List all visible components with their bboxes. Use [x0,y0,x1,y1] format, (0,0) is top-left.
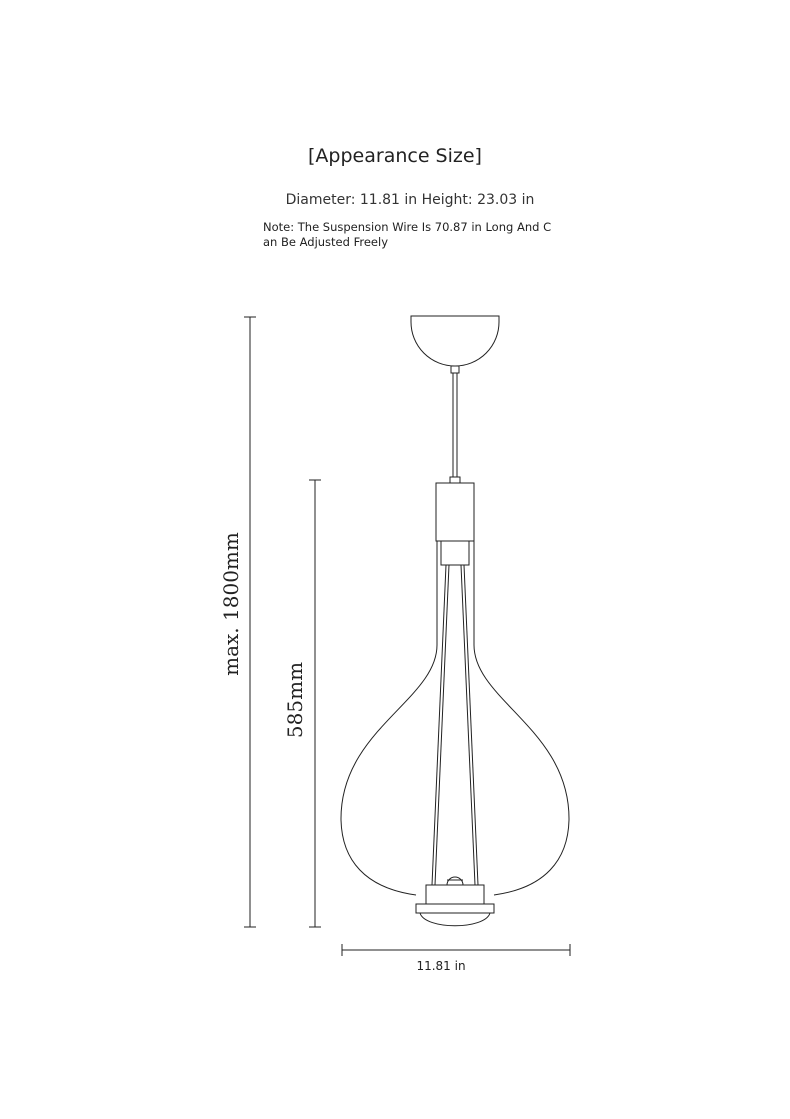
lamp-holder [436,483,474,541]
lamp-height-dimension-line [309,480,321,927]
base-socket [426,885,484,904]
support-rods [432,565,478,885]
bulb [447,877,463,885]
suspension-note: Note: The Suspension Wire Is 70.87 in Long And Can Be Adjusted Freely [263,220,552,249]
lamp-collar [441,541,469,565]
page-title: [Appearance Size] [308,145,482,167]
ceiling-canopy [411,316,499,366]
canopy-connector [451,366,459,373]
cord-clip [450,477,460,483]
bottom-dome [420,913,490,926]
diameter-label: 11.81 in [416,959,466,973]
lamp-height-label: 585mm [283,661,307,739]
diameter-dimension-line [342,944,570,956]
size-dimensions-text: Diameter: 11.81 in Height: 23.03 in [285,192,535,208]
max-height-label: max. 1800mm [219,532,243,676]
max-height-dimension-line [244,317,256,927]
glass-shade [341,541,569,895]
suspension-cord [453,373,457,477]
base-plate [416,904,494,913]
